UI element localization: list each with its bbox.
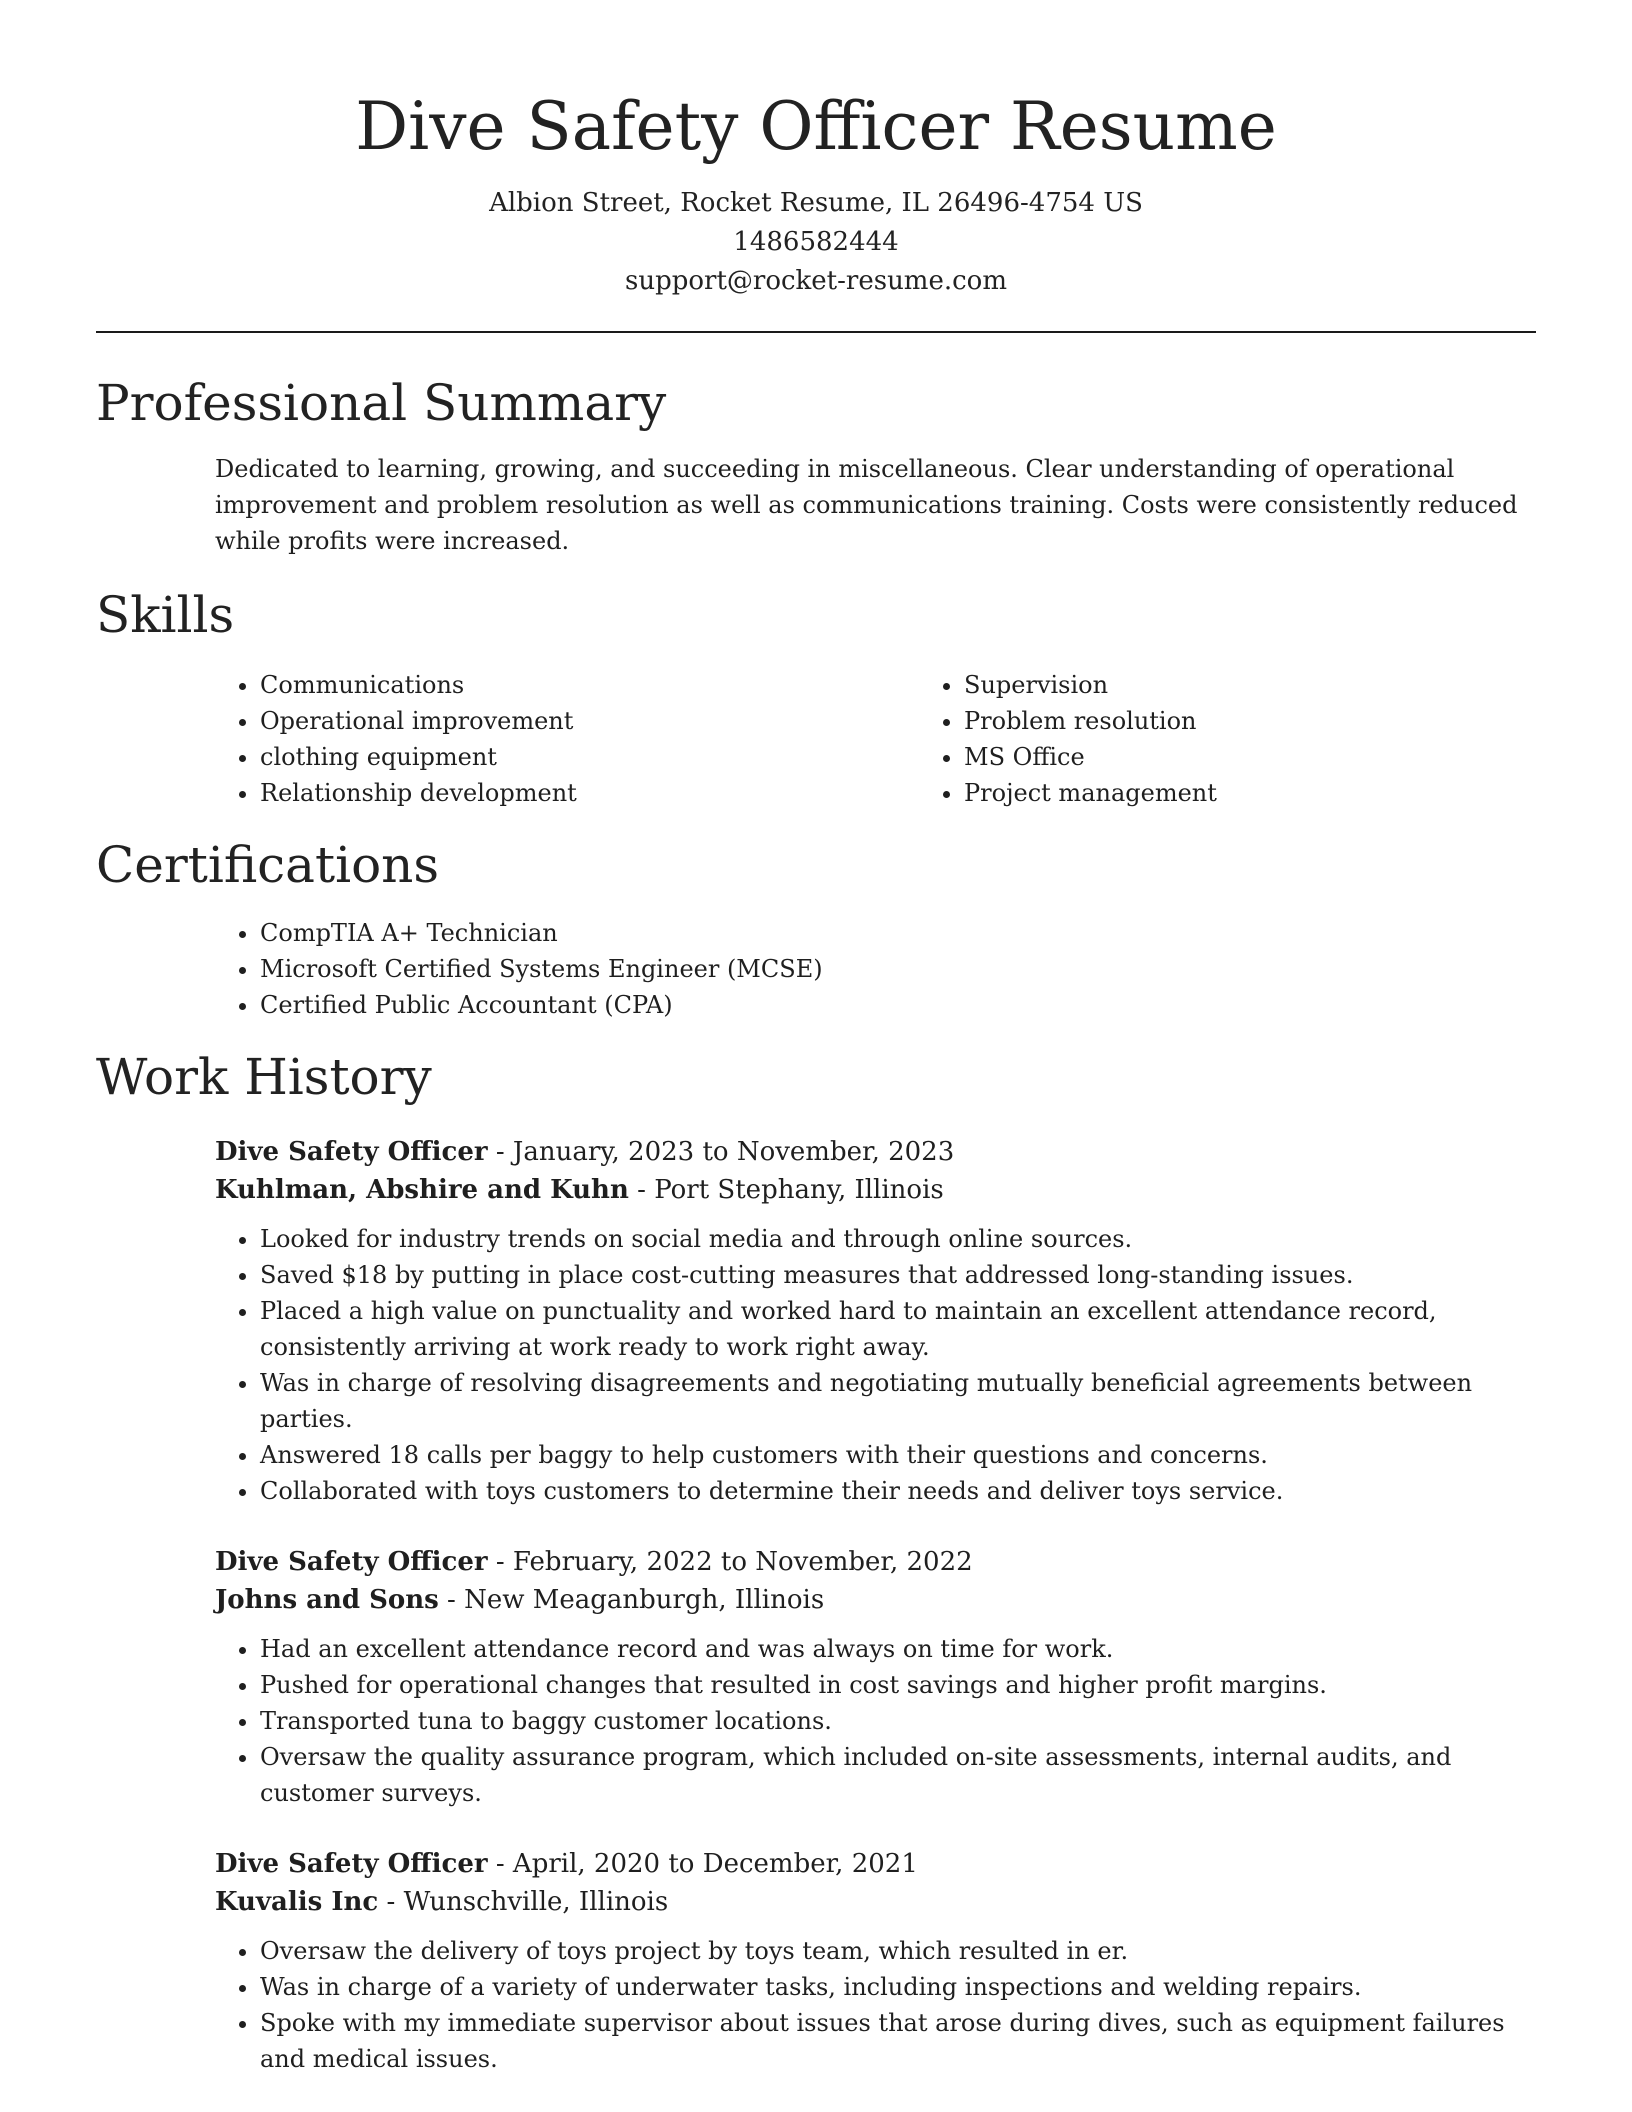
job-company-line bbox=[215, 1171, 1536, 1209]
certification-item: • Microsoft Certified Systems Engineer (MCSE) bbox=[260, 951, 1536, 987]
section-heading-certifications: Certifications bbox=[96, 836, 440, 894]
job-location: Wunschville, Illinois bbox=[403, 1887, 669, 1917]
job-duty: • Spoke with my immediate supervisor about issues that arose during dives, such as equipment failures and medical issues. bbox=[260, 2005, 1536, 2077]
job-separator: - bbox=[487, 1137, 513, 1167]
summary-text: Dedicated to learning, growing, and succeeding in miscellaneous. Clear understanding of operational improvement and problem resolution as well as communications training. Costs were consistently reduced while profits were increased. bbox=[215, 455, 1518, 555]
job-separator: - bbox=[628, 1175, 655, 1205]
job-duties bbox=[215, 1631, 1536, 1811]
contact-phone: 1486582444 bbox=[733, 227, 899, 257]
certification-item: • Certified Public Accountant (CPA) bbox=[260, 987, 1536, 1023]
job-duties bbox=[215, 1933, 1536, 2077]
job-duty: • Oversaw the delivery of toys project by toys team, which resulted in er. bbox=[260, 1933, 1536, 1969]
skills-list bbox=[96, 667, 1536, 811]
job-duty: • Had an excellent attendance record and was always on time for work. bbox=[260, 1631, 1536, 1667]
job-dates: February, 2022 to November, 2022 bbox=[512, 1547, 973, 1577]
job-title-line bbox=[215, 1845, 1536, 1883]
header-divider bbox=[96, 331, 1536, 333]
job-duty: • Was in charge of resolving disagreements and negotiating mutually beneficial agreements between parties. bbox=[260, 1365, 1536, 1437]
job-dates: January, 2023 to November, 2023 bbox=[512, 1137, 955, 1167]
job-company: Johns and Sons bbox=[215, 1585, 439, 1615]
job-entry bbox=[215, 1845, 1536, 2077]
job-location: New Meaganburgh, Illinois bbox=[464, 1585, 825, 1615]
job-separator: - bbox=[438, 1585, 465, 1615]
job-entry bbox=[215, 1543, 1536, 1811]
job-location: Port Stephany, Illinois bbox=[654, 1175, 944, 1205]
skill-item: • clothing equipment bbox=[260, 739, 910, 775]
job-duty: • Transported tuna to baggy customer locations. bbox=[260, 1703, 1536, 1739]
contact-email: support@rocket-resume.com bbox=[624, 266, 1007, 296]
section-heading-work-history: Work History bbox=[96, 1048, 432, 1106]
resume-title: Dive Safety Officer Resume bbox=[355, 88, 1277, 165]
job-company-line bbox=[215, 1581, 1536, 1619]
section-heading-skills: Skills bbox=[96, 586, 235, 644]
job-duty: • Pushed for operational changes that resulted in cost savings and higher profit margins. bbox=[260, 1667, 1536, 1703]
job-dates: April, 2020 to December, 2021 bbox=[512, 1849, 918, 1879]
job-duty: • Answered 18 calls per baggy to help customers with their questions and concerns. bbox=[260, 1437, 1536, 1473]
job-duty: • Placed a high value on punctuality and worked hard to maintain an excellent attendance record, consistently arriving at work ready to work right away. bbox=[260, 1293, 1536, 1365]
skill-item: • Problem resolution bbox=[964, 703, 1217, 739]
skills-column-1 bbox=[96, 667, 910, 811]
job-company: Kuhlman, Abshire and Kuhn bbox=[215, 1175, 629, 1205]
skill-item: • Operational improvement bbox=[260, 703, 910, 739]
section-heading-summary: Professional Summary bbox=[96, 374, 667, 432]
job-separator: - bbox=[378, 1887, 404, 1917]
job-title: Dive Safety Officer bbox=[215, 1849, 488, 1879]
job-duties bbox=[215, 1221, 1536, 1509]
job-title-line bbox=[215, 1133, 1536, 1171]
skill-item: • MS Office bbox=[964, 739, 1217, 775]
job-duty: • Saved $18 by putting in place cost-cutting measures that addressed long-standing issues. bbox=[260, 1257, 1536, 1293]
job-title: Dive Safety Officer bbox=[215, 1547, 488, 1577]
job-title: Dive Safety Officer bbox=[215, 1137, 488, 1167]
skill-item: • Supervision bbox=[964, 667, 1217, 703]
job-company-line bbox=[215, 1883, 1536, 1921]
job-duty: • Oversaw the quality assurance program, which included on-site assessments, internal audits, and customer surveys. bbox=[260, 1739, 1536, 1811]
job-separator: - bbox=[487, 1547, 513, 1577]
certification-item: • CompTIA A+ Technician bbox=[260, 915, 1536, 951]
job-entry bbox=[215, 1133, 1536, 1509]
job-title-line bbox=[215, 1543, 1536, 1581]
job-duty: • Collaborated with toys customers to determine their needs and deliver toys service. bbox=[260, 1473, 1536, 1509]
job-duty: • Was in charge of a variety of underwater tasks, including inspections and welding repairs. bbox=[260, 1969, 1536, 2005]
job-company: Kuvalis Inc bbox=[215, 1887, 379, 1917]
resume-page bbox=[96, 0, 1536, 2077]
job-separator: - bbox=[487, 1849, 513, 1879]
job-duty: • Looked for industry trends on social media and through online sources. bbox=[260, 1221, 1536, 1257]
contact-block bbox=[96, 184, 1536, 301]
skills-column-2 bbox=[910, 667, 1217, 811]
contact-address: Albion Street, Rocket Resume, IL 26496-4754 US bbox=[489, 188, 1143, 218]
skill-item: • Project management bbox=[964, 775, 1217, 811]
skill-item: • Communications bbox=[260, 667, 910, 703]
certifications-list bbox=[96, 915, 1536, 1023]
skill-item: • Relationship development bbox=[260, 775, 910, 811]
